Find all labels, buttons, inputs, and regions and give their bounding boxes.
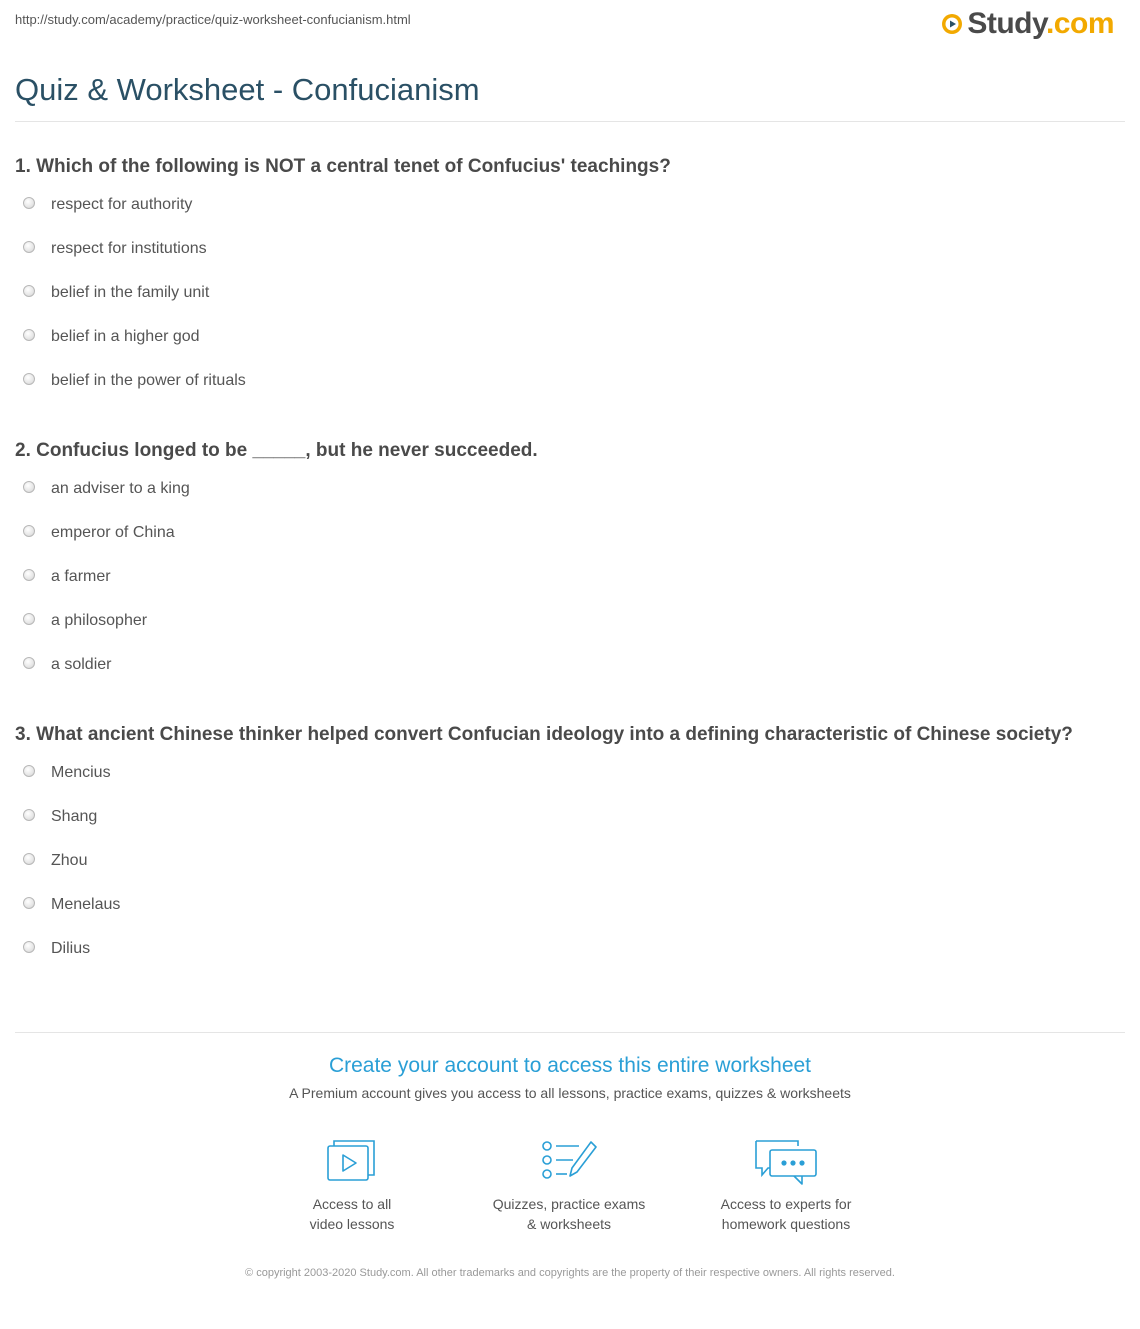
answer-option[interactable]: emperor of China (15, 515, 1125, 559)
cta-subtitle: A Premium account gives you access to all lessons, practice exams, quizzes & worksheets (289, 1085, 851, 1101)
answer-option[interactable]: Dilius (15, 931, 1125, 975)
question-text: 3. What ancient Chinese thinker helped convert Confucian ideology into a defining characteristic of Chinese society? (15, 724, 1073, 745)
feature-line: & worksheets (526, 1216, 612, 1232)
answer-option[interactable]: Mencius (15, 755, 1125, 799)
feature-line: homework questions (721, 1216, 851, 1232)
radio-button[interactable] (23, 897, 35, 909)
answer-option[interactable]: respect for institutions (15, 231, 1125, 275)
radio-button[interactable] (23, 329, 35, 341)
page-title: Quiz & Worksheet - Confucianism (15, 72, 480, 107)
divider (15, 1032, 1125, 1033)
radio-button[interactable] (23, 525, 35, 537)
quizzes-icon (541, 1138, 597, 1184)
logo-text: Study.com (967, 7, 1114, 40)
answer-option[interactable]: belief in the family unit (15, 275, 1125, 319)
feature-experts (686, 1138, 886, 1234)
answer-list (15, 755, 1125, 975)
answer-option[interactable]: respect for authority (15, 187, 1125, 231)
divider (15, 121, 1125, 122)
study-logo[interactable] (941, 8, 1114, 40)
answer-option[interactable]: a farmer (15, 559, 1125, 603)
play-logo-icon (941, 13, 963, 35)
radio-button[interactable] (23, 373, 35, 385)
copyright-text: © copyright 2003-2020 Study.com. All other trademarks and copyrights are the property of their respective owners. All rights reserved. (245, 1267, 895, 1279)
radio-button[interactable] (23, 197, 35, 209)
feature-line: Quizzes, practice exams (492, 1196, 646, 1212)
feature-line: video lessons (309, 1216, 395, 1232)
radio-button[interactable] (23, 481, 35, 493)
radio-button[interactable] (23, 853, 35, 865)
answer-option[interactable]: Zhou (15, 843, 1125, 887)
question-text: 1. Which of the following is NOT a central tenet of Confucius' teachings? (15, 156, 671, 177)
answer-option[interactable]: belief in a higher god (15, 319, 1125, 363)
question-1 (15, 153, 1125, 407)
answer-option[interactable]: Menelaus (15, 887, 1125, 931)
radio-button[interactable] (23, 941, 35, 953)
feature-video-lessons (252, 1138, 452, 1234)
radio-button[interactable] (23, 809, 35, 821)
feature-quizzes (469, 1138, 669, 1234)
question-3 (15, 721, 1125, 975)
answer-option[interactable]: belief in the power of rituals (15, 363, 1125, 407)
radio-button[interactable] (23, 285, 35, 297)
experts-chat-icon (754, 1138, 818, 1188)
radio-button[interactable] (23, 613, 35, 625)
feature-line: Access to all (312, 1196, 392, 1212)
question-text: 2. Confucius longed to be _____, but he never succeeded. (15, 440, 538, 461)
radio-button[interactable] (23, 241, 35, 253)
radio-button[interactable] (23, 657, 35, 669)
answer-option[interactable]: Shang (15, 799, 1125, 843)
create-account-link[interactable]: Create your account to access this entire worksheet (328, 1054, 812, 1077)
answer-list (15, 471, 1125, 691)
page-url: http://study.com/academy/practice/quiz-worksheet-confucianism.html (15, 12, 411, 27)
radio-button[interactable] (23, 765, 35, 777)
question-2 (15, 437, 1125, 691)
answer-option[interactable]: an adviser to a king (15, 471, 1125, 515)
feature-line: Access to experts for (720, 1196, 852, 1212)
video-lessons-icon (326, 1138, 378, 1184)
radio-button[interactable] (23, 569, 35, 581)
answer-option[interactable]: a philosopher (15, 603, 1125, 647)
answer-option[interactable]: a soldier (15, 647, 1125, 691)
answer-list (15, 187, 1125, 407)
